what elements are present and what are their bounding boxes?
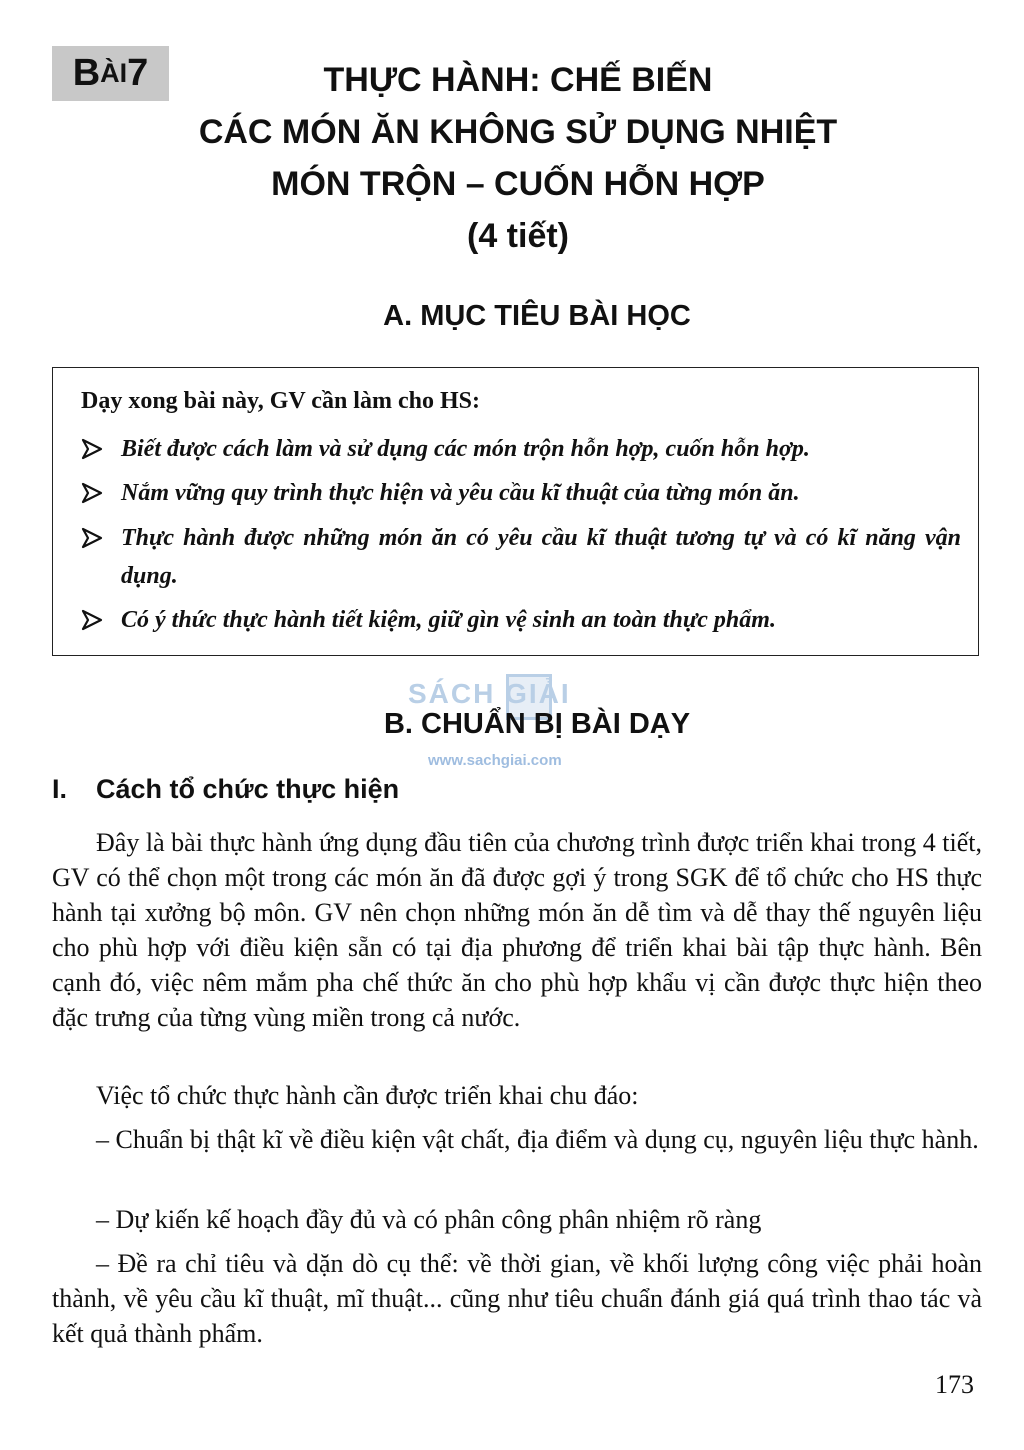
objective-text: Thực hành được những món ăn có yêu cầu kĩ thuật tương tự và có kĩ năng vận dụng. [121, 525, 961, 589]
objective-item [81, 430, 961, 468]
paragraph-text: Đây là bài thực hành ứng dụng đầu tiên của chương trình được triển khai trong 4 tiết, GV có thể chọn một trong các món ăn đã được gợi ý trong SGK để tổ chức cho HS thực hành tại xưởng bộ môn. GV nên chọn những món ăn dễ tìm và dễ thay thế nguyên liệu cho phù hợp với điều kiện sẵn có tại địa phương để triển khai bài tập thực hành. Bên cạnh đó, việc nêm mắm pha chế thức ăn cho phù hợp khẩu vị cần được thực hiện theo đặc trưng của từng vùng miền trong cả nước. [52, 828, 982, 1032]
lesson-badge-initial: B [72, 52, 101, 94]
objectives-intro: Dạy xong bài này, GV cần làm cho HS: [81, 388, 480, 414]
subsection-number: I. [52, 774, 68, 804]
body-paragraph [52, 1246, 982, 1351]
title-line-2: CÁC MÓN ĂN KHÔNG SỬ DỤNG NHIỆT [198, 113, 838, 151]
page-number: 173 [935, 1370, 974, 1399]
arrow-bullet-icon [81, 519, 105, 557]
title-line-4: (4 tiết) [467, 217, 569, 255]
subsection-title: Cách tổ chức thực hiện [96, 774, 400, 804]
body-paragraph [52, 1122, 982, 1157]
title-line-3: MÓN TRỘN – CUỐN HỖN HỢP [271, 165, 765, 203]
paragraph-text: – Dự kiến kế hoạch đầy đủ và có phân công phân nhiệm rõ ràng [96, 1205, 762, 1234]
lesson-badge-number: 7 [127, 52, 149, 94]
objective-item [81, 601, 961, 639]
arrow-bullet-icon [81, 601, 105, 639]
body-paragraph [52, 1202, 982, 1237]
objectives-box [52, 367, 979, 656]
lesson-title [130, 54, 906, 262]
title-line-1: THỰC HÀNH: CHẾ BIẾN [323, 61, 713, 99]
section-b-heading: B. CHUẨN BỊ BÀI DẠY [383, 708, 691, 740]
arrow-bullet-icon [81, 430, 105, 468]
paragraph-text: Việc tổ chức thực hành cần được triển khai chu đáo: [96, 1081, 639, 1110]
arrow-bullet-icon [81, 474, 105, 512]
paragraph-text: – Đề ra chỉ tiêu và dặn dò cụ thể: về thời gian, về khối lượng công việc phải hoàn thành, về yêu cầu kĩ thuật, mĩ thuật... cũng như tiêu chuẩn đánh giá quá trình thao tác và kết quả thành phẩm. [52, 1249, 982, 1348]
lesson-badge-word: ÀI [100, 58, 128, 88]
subsection-heading [52, 774, 399, 805]
paragraph-text: – Chuẩn bị thật kĩ về điều kiện vật chất, địa điểm và dụng cụ, nguyên liệu thực hành. [96, 1125, 979, 1154]
body-paragraph [52, 825, 982, 1035]
objective-item [81, 474, 961, 512]
watermark-logo-text: SÁCH GIẢI [408, 678, 571, 709]
objective-text: Biết được cách làm và sử dụng các món trộn hỗn hợp, cuốn hỗn hợp. [121, 436, 810, 462]
objective-text: Nắm vững quy trình thực hiện và yêu cầu kĩ thuật của từng món ăn. [121, 480, 800, 506]
objective-item [81, 519, 961, 595]
section-a-heading: A. MỤC TIÊU BÀI HỌC [383, 300, 691, 332]
objective-text: Có ý thức thực hành tiết kiệm, giữ gìn vệ sinh an toàn thực phẩm. [121, 607, 776, 633]
watermark-url: www.sachgiai.com [428, 752, 562, 769]
body-paragraph [52, 1078, 982, 1113]
